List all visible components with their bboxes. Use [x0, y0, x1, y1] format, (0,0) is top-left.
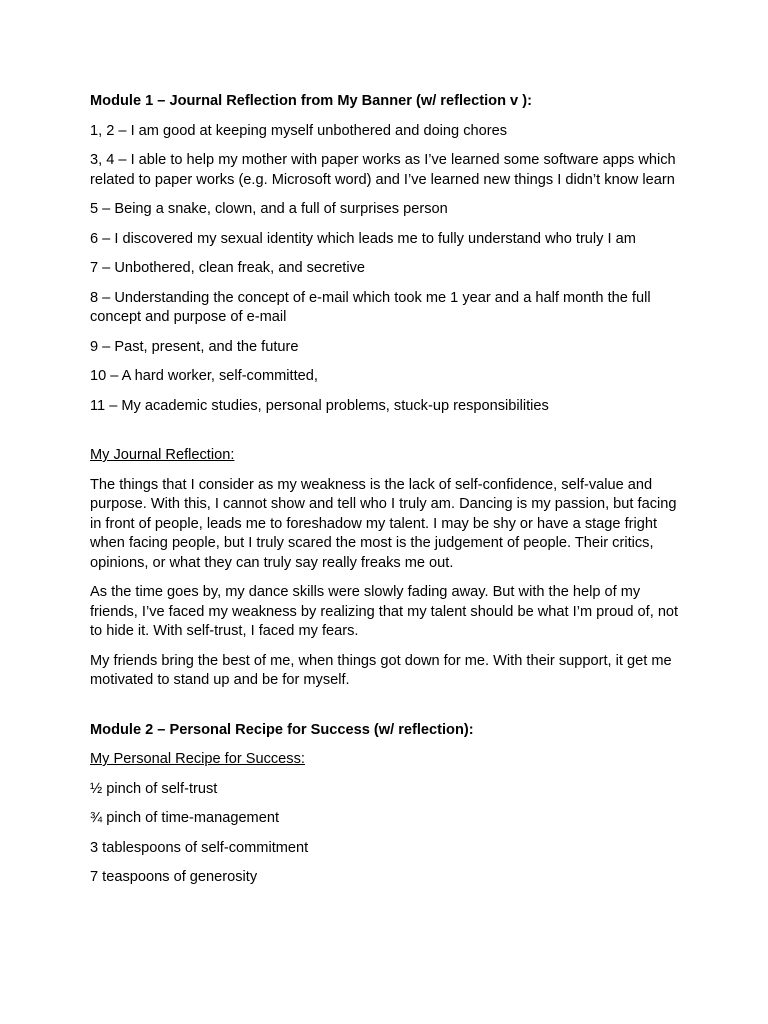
- module1-item: 9 – Past, present, and the future: [90, 338, 299, 355]
- module1-item: 5 – Being a snake, clown, and a full of surprises person: [90, 201, 448, 217]
- recipe-item: 7 teaspoons of generosity: [90, 869, 258, 885]
- recipe-list: [90, 780, 680, 888]
- reflection-body: [90, 476, 680, 691]
- document-page: [90, 92, 680, 898]
- recipe-item: 3 tablespoons of self-commitment: [90, 839, 309, 856]
- module1-item: 6 – I discovered my sexual identity which leads me to fully understand who truly I am: [90, 230, 636, 247]
- reflection-paragraph: The things that I consider as my weakness is the lack of self-confidence, self-value and purpose. With this, I cannot show and tell who I truly am. Dancing is my passion, but facing in front of people, leads me to foreshadow my talent. I may be shy or have a stage fright when facing people, but I truly scared the most is the judgement of people. Their critics, opinions, or what they can truly say really freaks me out.: [90, 476, 677, 571]
- module1-item: 8 – Understanding the concept of e-mail which took me 1 year and a half month the full concept and purpose of e-mail: [90, 289, 651, 325]
- reflection-paragraph: My friends bring the best of me, when things got down for me. With their support, it get me motivated to stand up and be for myself.: [90, 652, 672, 688]
- reflection-paragraph: As the time goes by, my dance skills were slowly fading away. But with the help of my friends, I’ve faced my weakness by realizing that my talent should be what I’m proud of, not to hide it. With self-trust, I faced my fears.: [90, 584, 679, 639]
- module1-item: 3, 4 – I able to help my mother with paper works as I’ve learned some software apps which related to paper works (e.g. Microsoft word) and I’ve learned new things I didn’t know learn: [90, 152, 676, 188]
- module1-item: 10 – A hard worker, self-committed,: [90, 368, 318, 384]
- module1-items: [90, 122, 680, 417]
- module1-item: 7 – Unbothered, clean freak, and secretive: [90, 260, 366, 276]
- recipe-item: ¾ pinch of time-management: [90, 810, 280, 826]
- module1-item: 11 – My academic studies, personal problems, stuck-up responsibilities: [90, 397, 549, 414]
- module1-heading: Module 1 – Journal Reflection from My Banner (w/ reflection v ):: [90, 93, 532, 109]
- recipe-title: My Personal Recipe for Success:: [90, 751, 305, 767]
- section-spacer: [90, 701, 680, 721]
- module1-item: 1, 2 – I am good at keeping myself unbothered and doing chores: [90, 122, 508, 139]
- module2-heading: Module 2 – Personal Recipe for Success (w/ reflection):: [90, 721, 474, 738]
- section-spacer: [90, 426, 680, 446]
- reflection-title: My Journal Reflection:: [90, 447, 235, 463]
- recipe-item: ½ pinch of self-trust: [90, 780, 218, 797]
